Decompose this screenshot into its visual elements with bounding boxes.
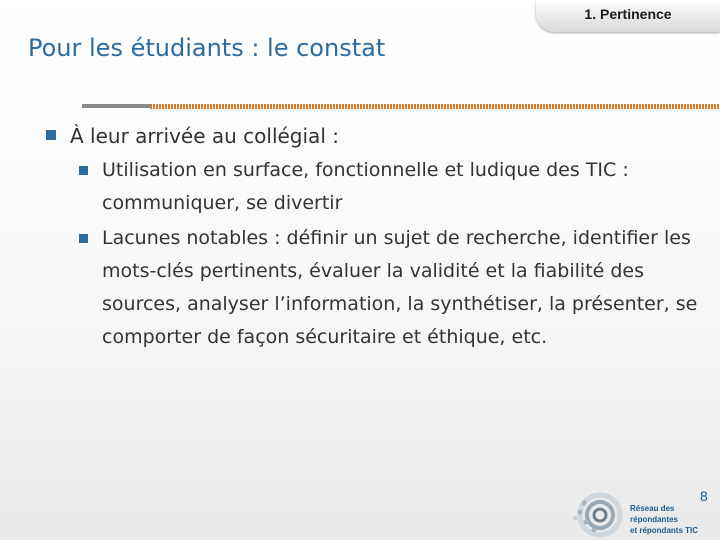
bullet-list <box>42 122 712 354</box>
page-number: 8 <box>700 488 708 504</box>
bullet-text-sub-1: Utilisation en surface, fonctionnelle et ludique des TIC : communiquer, se divertir <box>102 159 629 214</box>
square-bullet-icon <box>79 166 88 175</box>
network-rings-logo-icon <box>566 488 626 538</box>
bullet-text-main: À leur arrivée au collégial : <box>70 124 339 148</box>
section-tab <box>536 0 720 32</box>
bullet-item-main <box>42 122 712 150</box>
section-tab-label: 1. Pertinence <box>584 6 672 22</box>
logo-text-line-1: Réseau des répondantes <box>630 504 679 524</box>
logo-text-line-2: et répondants TIC <box>630 526 699 535</box>
title-rule-solid <box>82 104 150 108</box>
square-bullet-icon <box>79 234 88 243</box>
slide-title: Pour les étudiants : le constat <box>28 34 386 62</box>
bullet-item-sub-2 <box>42 222 712 354</box>
bullet-item-sub-1 <box>42 154 712 220</box>
logo-text <box>630 503 720 536</box>
square-bullet-icon <box>46 130 56 140</box>
bullet-text-sub-2: Lacunes notables : définir un sujet de recherche, identifier les mots-clés pertinents, évaluer la validité et la fiabilité des sources, analyser l’information, la synthétiser, la présenter, se comporter de façon sécuritaire et éthique, etc. <box>102 227 698 348</box>
title-rule-dotted <box>150 104 720 109</box>
